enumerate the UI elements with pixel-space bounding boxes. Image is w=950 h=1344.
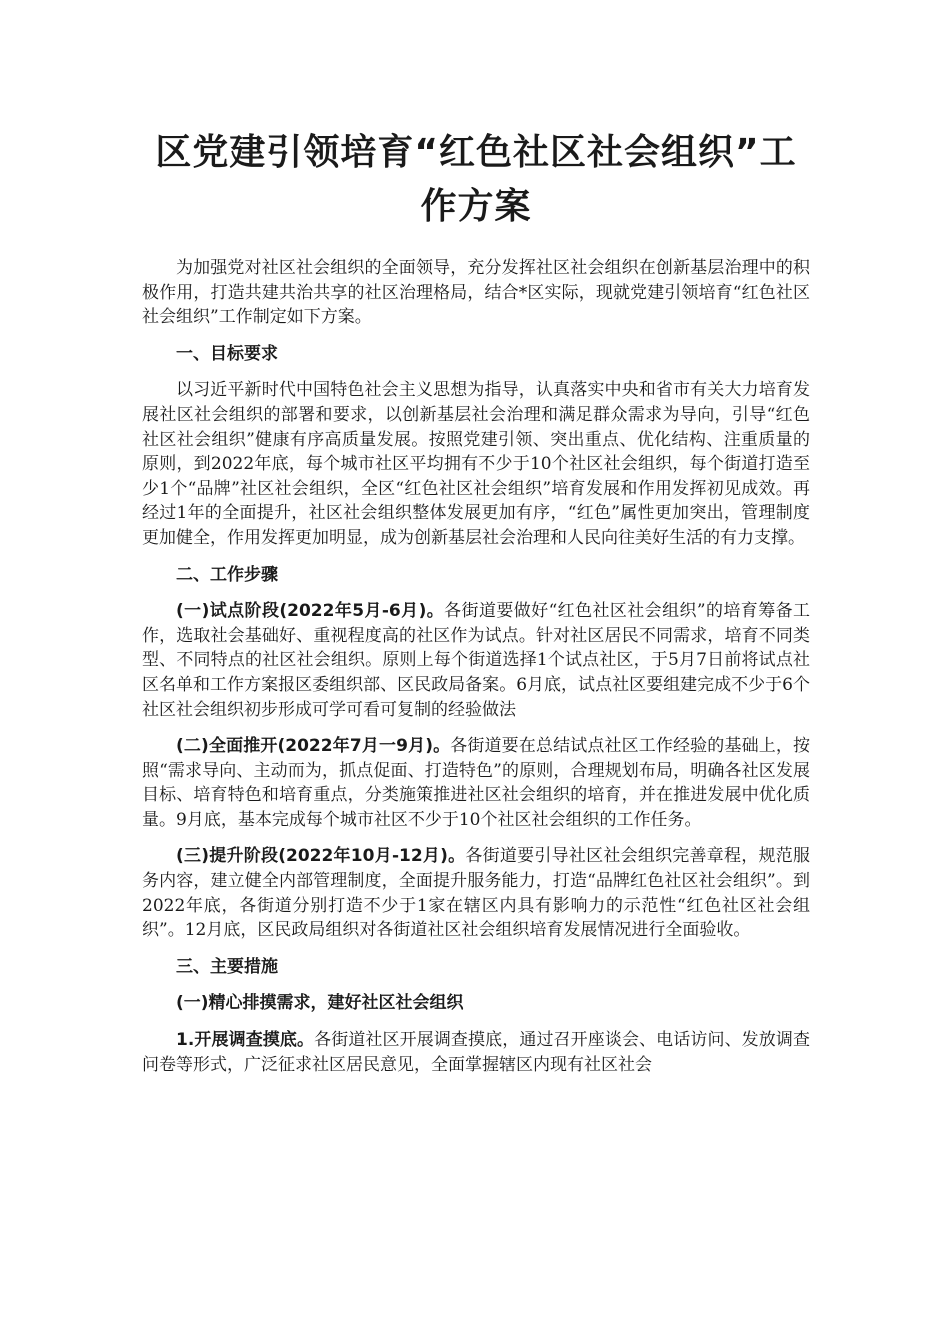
stage-3-paragraph xyxy=(142,844,810,942)
section-1-heading: 一、目标要求 xyxy=(176,343,278,364)
stage-3-body: 各街道要引导社区社会组织完善章程，规范服务内容，建立健全内部管理制度，全面提升服务能力，打造“品牌红色社区社会组织”。到2022年底，各街道分别打造不少于1家在辖区内具有影响力的示范性“红色社区社会组织”。12月底，区民政局组织对各街道社区社会组织培育发展情况进行全面验收。 xyxy=(142,846,811,941)
item-1-lead: 1.开展调查摸底。 xyxy=(176,1030,315,1051)
stage-2-paragraph xyxy=(142,734,810,832)
document-page xyxy=(142,126,810,1089)
section-3-heading: 三、主要措施 xyxy=(176,956,278,977)
stage-3-lead: (三)提升阶段(2022年10月-12月)。 xyxy=(176,846,466,867)
stage-1-paragraph xyxy=(142,599,810,722)
section-2-heading: 二、工作步骤 xyxy=(176,564,278,585)
intro-paragraph: 为加强党对社区社会组织的全面领导，充分发挥社区社会组织在创新基层治理中的积极作用，打造共建共治共享的社区治理格局，结合*区实际，现就党建引领培育“红色社区社会组织”工作制定如下方案。 xyxy=(142,258,810,328)
section-3-sub-1-heading: (一)精心排摸需求，建好社区社会组织 xyxy=(176,993,464,1014)
stage-1-lead: (一)试点阶段(2022年5月-6月)。 xyxy=(176,601,445,622)
document-title: 区党建引领培育“红色社区社会组织”工作方案 xyxy=(155,132,797,227)
stage-1-body: 各街道要做好“红色社区社会组织”的培育筹备工作，选取社会基础好、重视程度高的社区作为试点。针对社区居民不同需求，培育不同类型、不同特点的社区社会组织。原则上每个街道选择1个试点社区，于5月7日前将试点社区名单和工作方案报区委组织部、区民政局备案。6月底，试点社区要组建完成不少于6个社区社会组织初步形成可学可看可复制的经验做法 xyxy=(142,601,810,720)
item-1-paragraph xyxy=(142,1028,810,1077)
stage-2-body: 各街道要在总结试点社区工作经验的基础上，按照“需求导向、主动而为，抓点促面、打造特色”的原则，合理规划布局，明确各社区发展目标、培育特色和培育重点，分类施策推进社区社会组织的培育，并在推进发展中优化质量。9月底，基本完成每个城市社区不少于10个社区社会组织的工作任务。 xyxy=(142,736,810,830)
stage-2-lead: (二)全面推开(2022年7月一9月)。 xyxy=(176,736,451,757)
section-1-body: 以习近平新时代中国特色社会主义思想为指导，认真落实中央和省市有关大力培育发展社区社会组织的部署和要求，以创新基层社会治理和满足群众需求为导向，引导“红色社区社会组织”健康有序高质量发展。按照党建引领、突出重点、优化结构、注重质量的原则，到2022年底，每个城市社区平均拥有不少于10个社区社会组织，每个街道打造至少1个“品牌”社区社会组织，全区“红色社区社会组织”培育发展和作用发挥初见成效。再经过1年的全面提升，社区社会组织整体发展更加有序，“红色”属性更加突出，管理制度更加健全，作用发挥更加明显，成为创新基层社会治理和人民向往美好生活的有力支撑。 xyxy=(142,380,810,548)
item-1-body: 各街道社区开展调查摸底，通过召开座谈会、电话访问、发放调查问卷等形式，广泛征求社区居民意见，全面掌握辖区内现有社区社会 xyxy=(142,1030,810,1075)
